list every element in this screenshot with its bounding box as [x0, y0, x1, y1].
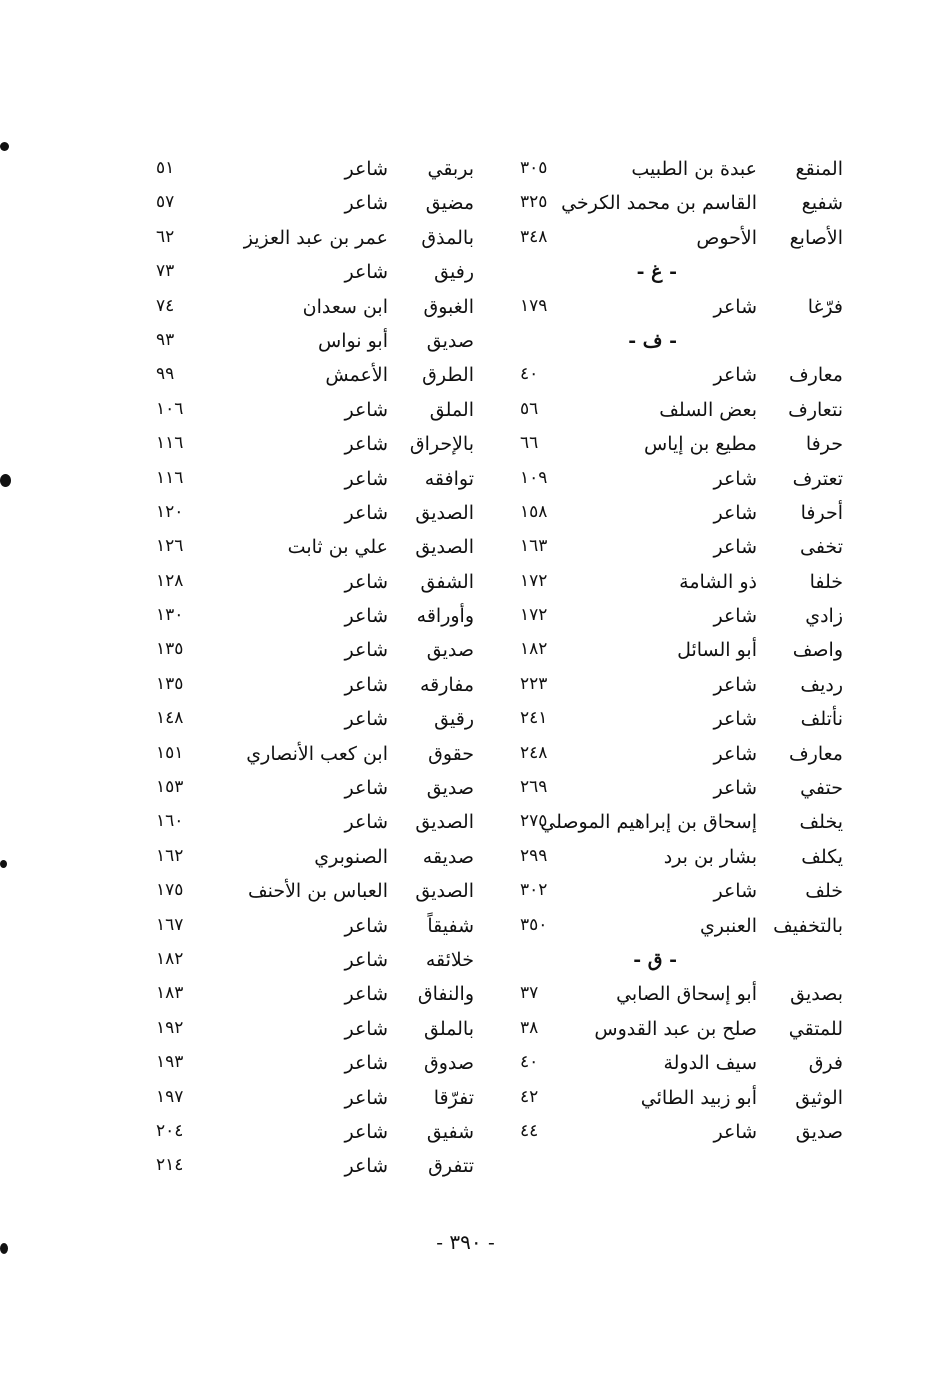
page-reference: ١٧٥ — [156, 880, 184, 901]
page-reference: ١٧٢ — [520, 605, 548, 626]
poet-name: إسحاق بن إبراهيم الموصلي — [540, 811, 757, 834]
poet-name: شاعر — [344, 192, 388, 215]
index-entry-row — [140, 915, 480, 949]
rhyme-word: الوثيق — [795, 1086, 843, 1109]
poet-name: عمر بن عبد العزيز — [243, 226, 388, 249]
rhyme-word: الشفق — [420, 570, 474, 593]
index-entry-row — [140, 296, 480, 330]
rhyme-word: بالإحراق — [409, 433, 474, 456]
poet-name: شاعر — [344, 914, 388, 937]
index-entry-row — [500, 708, 845, 742]
index-entry-row — [140, 1155, 480, 1189]
poet-name: الصنوبري — [314, 845, 388, 868]
index-entry-row — [140, 949, 480, 983]
page-reference: ٢٧٥ — [520, 811, 548, 832]
page-reference: ١٩٧ — [156, 1086, 184, 1107]
rhyme-word: مفارقه — [419, 673, 474, 696]
rhyme-word: خلفا — [809, 570, 843, 593]
page-reference: ٧٤ — [156, 295, 175, 316]
poet-name: بعض السلف — [659, 398, 757, 421]
poet-name: شاعر — [713, 605, 757, 628]
poet-name: مطيع بن إياس — [644, 433, 757, 456]
index-entry-row — [140, 605, 480, 639]
index-entry-row — [140, 674, 480, 708]
page-reference: ٦٦ — [520, 433, 539, 454]
rhyme-word: نأتلف — [800, 708, 843, 731]
index-entry-row — [140, 399, 480, 433]
rhyme-word: مضيق — [425, 192, 474, 215]
poet-name: أبو السائل — [677, 639, 757, 662]
page-reference: ١٦٣ — [520, 536, 548, 557]
index-column-left — [140, 158, 480, 1190]
rhyme-word: بربقي — [427, 158, 474, 180]
index-entry-row — [500, 296, 845, 330]
index-entry-row — [140, 777, 480, 811]
poet-name: أبو إسحاق الصابي — [616, 983, 757, 1006]
poet-name: شاعر — [344, 948, 388, 971]
index-entry-row — [500, 468, 845, 502]
page-reference: ١١٦ — [156, 467, 184, 488]
index-entry-row — [500, 227, 845, 261]
page-reference: ٢١٤ — [156, 1155, 184, 1176]
page-reference: ١٨٢ — [156, 948, 184, 969]
page-reference: ١٣٥ — [156, 639, 184, 660]
poet-name: شاعر — [344, 777, 388, 800]
rhyme-word: زادي — [805, 605, 843, 628]
index-entry-row — [140, 811, 480, 845]
poet-name: شاعر — [344, 1086, 388, 1109]
page-number-footer: - ٣٩٠ - — [436, 1230, 495, 1254]
rhyme-word: صديق — [795, 1120, 843, 1143]
rhyme-word: تعترف — [792, 467, 843, 490]
rhyme-word: للمتقي — [788, 1017, 843, 1040]
page-reference: ٤٢ — [520, 1086, 539, 1107]
poet-name: شاعر — [344, 983, 388, 1006]
page-reference: ٥٧ — [156, 192, 175, 213]
index-entry-row — [500, 674, 845, 708]
poet-name: شاعر — [713, 501, 757, 524]
rhyme-word: المنقع — [795, 158, 843, 180]
index-entry-row — [500, 433, 845, 467]
page-reference: ٣٥٠ — [520, 914, 548, 935]
rhyme-word: حرفا — [805, 433, 843, 456]
poet-name: بشار بن برد — [663, 845, 757, 868]
page-reference: ٤٠ — [520, 1052, 539, 1073]
page-reference: ٩٣ — [156, 329, 175, 350]
page-reference: ٣٤٨ — [520, 226, 548, 247]
poet-name: شاعر — [713, 708, 757, 731]
poet-name: شاعر — [713, 295, 757, 318]
page-reference: ١٢٨ — [156, 570, 184, 591]
page-reference: ٢٠٤ — [156, 1120, 184, 1141]
letter-section-header-row — [500, 949, 845, 983]
letter-section-header: - ف - — [628, 329, 677, 352]
page-reference: ٣٠٢ — [520, 880, 548, 901]
index-entry-row — [140, 983, 480, 1017]
page-reference: ١٩٢ — [156, 1017, 184, 1038]
index-entry-row — [500, 571, 845, 605]
index-entry-row — [140, 158, 480, 192]
page-reference: ٣٧ — [520, 983, 539, 1004]
rhyme-word: أحرفا — [800, 501, 843, 524]
page-reference: ١٣٠ — [156, 605, 184, 626]
rhyme-word: بالتخفيف — [773, 914, 843, 937]
rhyme-word: فرّغا — [807, 295, 843, 318]
index-entry-row — [500, 605, 845, 639]
rhyme-word: صديقه — [422, 845, 474, 868]
index-column-right — [500, 158, 845, 1155]
index-entry-row — [500, 1018, 845, 1052]
poet-name: صلح بن عبد القدوس — [594, 1017, 757, 1040]
poet-name: ابن كعب الأنصاري — [246, 742, 388, 765]
rhyme-word: بالمذق — [421, 226, 474, 249]
rhyme-word: شفيع — [801, 192, 843, 215]
letter-section-header-row — [500, 330, 845, 364]
rhyme-word: يخلف — [799, 811, 843, 834]
rhyme-word: والنفاق — [417, 983, 474, 1006]
page-reference: ١٢٠ — [156, 501, 184, 522]
index-entry-row — [500, 364, 845, 398]
index-entry-row — [500, 983, 845, 1017]
page-reference: ١٥١ — [156, 742, 184, 763]
poet-name: شاعر — [713, 1120, 757, 1143]
page-reference: ١٠٩ — [520, 467, 548, 488]
index-entry-row — [500, 399, 845, 433]
index-entry-row — [140, 364, 480, 398]
index-entry-row — [140, 433, 480, 467]
rhyme-word: وأوراقه — [416, 605, 474, 628]
poet-name: شاعر — [713, 673, 757, 696]
page-reference: ١١٦ — [156, 433, 184, 454]
page-reference: ٢٤١ — [520, 708, 548, 729]
page-reference: ٣٢٥ — [520, 192, 548, 213]
page-reference: ٣٨ — [520, 1017, 539, 1038]
poet-name: شاعر — [344, 501, 388, 524]
rhyme-word: تفرّقا — [433, 1086, 474, 1109]
page-reference: ٩٩ — [156, 364, 175, 385]
page-reference: ٢٩٩ — [520, 845, 548, 866]
index-entry-row — [140, 536, 480, 570]
page-reference: ١٦٢ — [156, 845, 184, 866]
poet-name: شاعر — [344, 570, 388, 593]
rhyme-word: صديق — [426, 329, 474, 352]
index-entry-row — [500, 777, 845, 811]
poet-name: شاعر — [344, 673, 388, 696]
rhyme-word: رديف — [800, 673, 843, 696]
page-reference: ٧٣ — [156, 261, 175, 282]
rhyme-word: الصديق — [415, 880, 474, 903]
poet-name: شاعر — [713, 742, 757, 765]
rhyme-word: الصديق — [415, 811, 474, 834]
index-entry-row — [500, 502, 845, 536]
rhyme-word: الصديق — [415, 501, 474, 524]
index-entry-row — [140, 708, 480, 742]
index-entry-row — [500, 639, 845, 673]
poet-name: ابن سعدان — [302, 295, 388, 318]
rhyme-word: صديق — [426, 777, 474, 800]
index-entry-row — [140, 192, 480, 226]
scan-mark — [0, 142, 9, 151]
rhyme-word: معارف — [788, 364, 843, 387]
page-reference: ٦٢ — [156, 226, 175, 247]
page-reference: ٤٤ — [520, 1120, 539, 1141]
index-entry-row — [500, 880, 845, 914]
page-reference: ٢٦٩ — [520, 777, 548, 798]
page-reference: ١٤٨ — [156, 708, 184, 729]
poet-name: عبدة بن الطبيب — [631, 158, 757, 180]
page-reference: ١٧٩ — [520, 295, 548, 316]
rhyme-word: شفيقاً — [427, 914, 474, 937]
page-reference: ٣٠٥ — [520, 158, 548, 178]
rhyme-word: صدوق — [423, 1052, 474, 1075]
rhyme-word: الطرق — [422, 364, 474, 387]
poet-name: شاعر — [344, 1155, 388, 1178]
rhyme-word: تخفى — [799, 536, 843, 559]
rhyme-word: الملق — [429, 398, 474, 421]
poet-name: القاسم بن محمد الكرخي — [561, 192, 757, 215]
poet-name: شاعر — [713, 880, 757, 903]
poet-name: شاعر — [713, 364, 757, 387]
poet-name: أبو نواس — [318, 329, 388, 352]
index-entry-row — [140, 1018, 480, 1052]
index-entry-row — [140, 1087, 480, 1121]
page-reference: ٥١ — [156, 158, 175, 178]
rhyme-word: الأصابع — [789, 226, 843, 249]
index-entry-row — [140, 880, 480, 914]
rhyme-word: تتفرق — [428, 1155, 474, 1178]
index-entry-row — [140, 502, 480, 536]
rhyme-word: توافقه — [424, 467, 474, 490]
poet-name: شاعر — [344, 708, 388, 731]
rhyme-word: بالملق — [424, 1017, 474, 1040]
poet-name: العنبري — [699, 914, 757, 937]
scan-mark — [0, 1243, 8, 1254]
poet-name: شاعر — [344, 398, 388, 421]
index-entry-row — [500, 1052, 845, 1086]
poet-name: شاعر — [713, 467, 757, 490]
index-entry-row — [500, 743, 845, 777]
poet-name: شاعر — [713, 777, 757, 800]
poet-name: الأعمش — [325, 364, 388, 387]
page-reference: ١٥٨ — [520, 501, 548, 522]
poet-name: العباس بن الأحنف — [247, 880, 388, 903]
page-reference: ٥٦ — [520, 398, 539, 419]
poet-name: شاعر — [344, 605, 388, 628]
index-entry-row — [140, 261, 480, 295]
rhyme-word: رقيق — [434, 708, 474, 731]
page-reference: ٢٢٣ — [520, 673, 548, 694]
rhyme-word: صديق — [426, 639, 474, 662]
rhyme-word: حتفي — [800, 777, 843, 800]
rhyme-word: الغبوق — [423, 295, 474, 318]
rhyme-word: يكلف — [801, 845, 843, 868]
index-entry-row — [140, 571, 480, 605]
poet-name: شاعر — [344, 811, 388, 834]
rhyme-word: معارف — [788, 742, 843, 765]
index-entry-row — [140, 330, 480, 364]
index-entry-row — [500, 811, 845, 845]
letter-section-header: - ق - — [633, 948, 677, 971]
index-entry-row — [140, 1121, 480, 1155]
rhyme-word: بصديق — [790, 983, 843, 1006]
page-reference: ١٣٥ — [156, 673, 184, 694]
poet-name: شاعر — [344, 433, 388, 456]
page-reference: ١٧٢ — [520, 570, 548, 591]
page-reference: ١٩٣ — [156, 1052, 184, 1073]
index-entry-row — [140, 743, 480, 777]
page-reference: ١٨٣ — [156, 983, 184, 1004]
poet-name: شاعر — [344, 1120, 388, 1143]
index-entry-row — [500, 1087, 845, 1121]
page-reference: ١٨٢ — [520, 639, 548, 660]
poet-name: شاعر — [344, 639, 388, 662]
poet-name: علي بن ثابت — [287, 536, 388, 559]
page-reference: ١٦٠ — [156, 811, 184, 832]
poet-name: الأحوص — [696, 226, 757, 249]
index-entry-row — [500, 846, 845, 880]
poet-name: ذو الشامة — [679, 570, 757, 593]
page-reference: ٤٠ — [520, 364, 539, 385]
index-entry-row — [500, 192, 845, 226]
poet-name: شاعر — [344, 158, 388, 180]
rhyme-word: حقوق — [428, 742, 474, 765]
rhyme-word: واصف — [792, 639, 843, 662]
poet-name: شاعر — [344, 467, 388, 490]
rhyme-word: خلف — [805, 880, 843, 903]
index-entry-row — [500, 1121, 845, 1155]
poet-name: سيف الدولة — [663, 1052, 757, 1075]
rhyme-word: رفيق — [434, 261, 474, 284]
rhyme-word: خلائقه — [425, 948, 474, 971]
rhyme-word: الصديق — [415, 536, 474, 559]
letter-section-header-row — [500, 261, 845, 295]
index-entry-row — [140, 227, 480, 261]
poet-name: شاعر — [713, 536, 757, 559]
index-entry-row — [140, 639, 480, 673]
scan-mark — [0, 474, 11, 487]
scan-mark — [0, 860, 7, 868]
index-entry-row — [500, 536, 845, 570]
page-reference: ١٥٣ — [156, 777, 184, 798]
index-entry-row — [500, 158, 845, 192]
index-entry-row — [140, 468, 480, 502]
rhyme-word: فرق — [808, 1052, 843, 1075]
page-reference: ١٠٦ — [156, 398, 184, 419]
poet-name: شاعر — [344, 1017, 388, 1040]
poet-name: شاعر — [344, 1052, 388, 1075]
page-reference: ٢٤٨ — [520, 742, 548, 763]
letter-section-header: - غ - — [636, 261, 677, 284]
poet-name: أبو زبيد الطائي — [640, 1086, 757, 1109]
rhyme-word: شفيق — [426, 1120, 474, 1143]
page-reference: ١٦٧ — [156, 914, 184, 935]
page-reference: ١٢٦ — [156, 536, 184, 557]
poet-name: شاعر — [344, 261, 388, 284]
index-entry-row — [140, 846, 480, 880]
index-entry-row — [140, 1052, 480, 1086]
index-entry-row — [500, 915, 845, 949]
rhyme-word: نتعارف — [788, 398, 843, 421]
